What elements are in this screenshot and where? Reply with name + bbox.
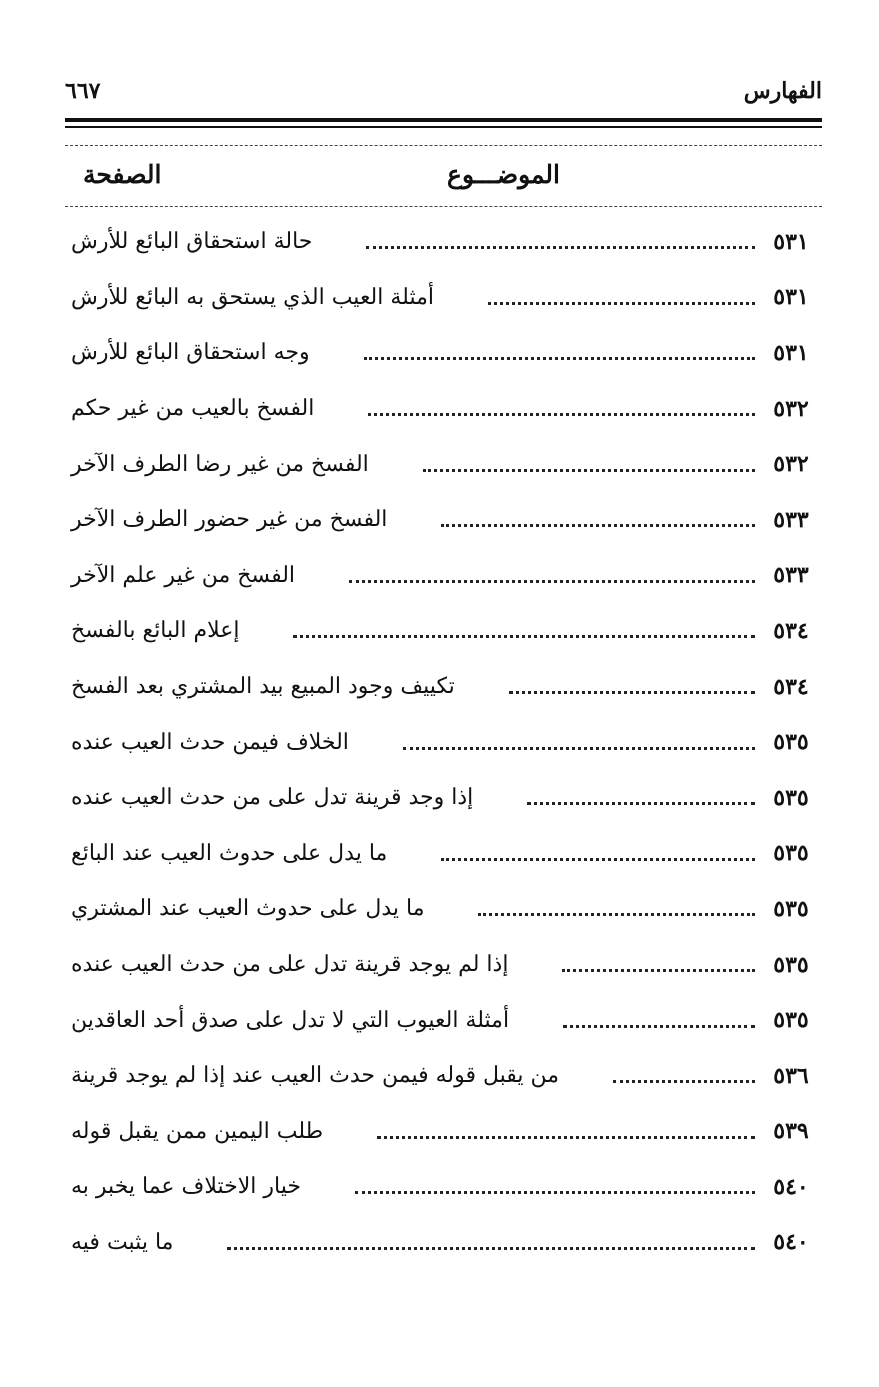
- column-headers: [65, 160, 822, 200]
- toc-entry-page: ٥٣٣: [773, 562, 809, 589]
- toc-entry-page: ٥٣١: [773, 339, 809, 366]
- toc-entry: [65, 770, 827, 826]
- toc-entry-topic: ما يدل على حدوث العيب عند البائع: [71, 840, 388, 866]
- toc-entry: [65, 214, 827, 270]
- dot-leader: [478, 913, 755, 916]
- toc-entry-topic: ما يثبت فيه: [71, 1229, 174, 1255]
- dot-leader: [441, 524, 755, 527]
- dot-leader: [423, 469, 755, 472]
- toc-entry-page: ٥٣٤: [773, 673, 809, 700]
- header-title: الفهارس: [743, 78, 822, 104]
- toc-entry-page: ٥٤٠: [773, 1173, 809, 1200]
- dot-leader: [562, 969, 755, 972]
- header-rule-thin: [65, 126, 822, 128]
- dot-leader: [355, 1191, 755, 1194]
- toc-entry-page: ٥٣٢: [773, 451, 809, 478]
- toc-entry-topic: من يقبل قوله فيمن حدث العيب عند إذا لم يوجد قرينة: [71, 1063, 560, 1089]
- column-header-topic: الموضـــوع: [447, 160, 560, 189]
- toc-entry-page: ٥٣٢: [773, 395, 809, 422]
- dot-leader: [349, 580, 755, 583]
- dot-leader: [403, 747, 755, 750]
- toc-entry-page: ٥٣٦: [773, 1062, 809, 1089]
- toc-list: [65, 214, 827, 1270]
- dot-leader: [613, 1080, 755, 1083]
- toc-entry-page: ٥٣١: [773, 284, 809, 311]
- toc-entry: [65, 937, 827, 993]
- toc-entry-topic: أمثلة العيب الذي يستحق به البائع للأرش: [71, 284, 434, 310]
- toc-entry-topic: طلب اليمين ممن يقبل قوله: [71, 1118, 324, 1144]
- toc-entry-topic: إذا وجد قرينة تدل على من حدث العيب عنده: [71, 785, 474, 811]
- toc-entry-page: ٥٣٥: [773, 784, 809, 811]
- column-header-page: الصفحة: [83, 160, 162, 189]
- dot-leader: [368, 413, 755, 416]
- toc-entry: [65, 826, 827, 882]
- toc-entry-page: ٥٣٩: [773, 1118, 809, 1145]
- toc-entry: [65, 436, 827, 492]
- toc-entry: [65, 1048, 827, 1104]
- toc-entry-page: ٥٣٥: [773, 951, 809, 978]
- toc-entry-topic: تكييف وجود المبيع بيد المشتري بعد الفسخ: [71, 674, 455, 700]
- toc-entry-topic: الخلاف فيمن حدث العيب عنده: [71, 729, 349, 755]
- toc-entry: [65, 325, 827, 381]
- toc-entry-topic: إعلام البائع بالفسخ: [71, 618, 240, 644]
- toc-entry: [65, 659, 827, 715]
- dot-leader: [563, 1025, 755, 1028]
- toc-entry-topic: أمثلة العيوب التي لا تدل على صدق أحد العاقدين: [71, 1007, 510, 1033]
- toc-entry-topic: الفسخ من غير حضور الطرف الآخر: [71, 507, 388, 533]
- toc-entry-topic: ما يدل على حدوث العيب عند المشتري: [71, 896, 425, 922]
- toc-entry: [65, 548, 827, 604]
- dot-leader: [364, 357, 755, 360]
- toc-entry-topic: الفسخ من غير رضا الطرف الآخر: [71, 451, 369, 477]
- toc-entry-page: ٥٣١: [773, 228, 809, 255]
- toc-entry-page: ٥٣٥: [773, 1007, 809, 1034]
- toc-entry-page: ٥٣٥: [773, 729, 809, 756]
- toc-entry-topic: الفسخ بالعيب من غير حكم: [71, 396, 315, 422]
- toc-entry-page: ٥٣٥: [773, 895, 809, 922]
- toc-entry: [65, 603, 827, 659]
- dot-leader: [366, 246, 755, 249]
- toc-entry-topic: حالة استحقاق البائع للأرش: [71, 229, 313, 255]
- toc-entry-topic: وجه استحقاق البائع للأرش: [71, 340, 310, 366]
- header-page-number: ٦٦٧: [65, 78, 101, 104]
- dot-leader: [509, 691, 755, 694]
- toc-entry: [65, 492, 827, 548]
- toc-entry: [65, 381, 827, 437]
- header-rule-thick: [65, 118, 822, 122]
- toc-entry: [65, 881, 827, 937]
- dashed-divider-bottom: [65, 206, 822, 207]
- toc-entry: [65, 714, 827, 770]
- dashed-divider-top: [65, 145, 822, 146]
- toc-entry: [65, 1215, 827, 1271]
- toc-entry-topic: الفسخ من غير علم الآخر: [71, 562, 296, 588]
- dot-leader: [441, 858, 755, 861]
- toc-entry-page: ٥٣٣: [773, 506, 809, 533]
- toc-entry: [65, 992, 827, 1048]
- toc-entry: [65, 1104, 827, 1160]
- dot-leader: [293, 635, 755, 638]
- toc-entry-page: ٥٤٠: [773, 1229, 809, 1256]
- dot-leader: [227, 1247, 755, 1250]
- toc-entry-page: ٥٣٥: [773, 840, 809, 867]
- toc-entry: [65, 1159, 827, 1215]
- dot-leader: [527, 802, 755, 805]
- dot-leader: [377, 1136, 755, 1139]
- toc-entry-page: ٥٣٤: [773, 617, 809, 644]
- toc-entry-topic: إذا لم يوجد قرينة تدل على من حدث العيب عنده: [71, 952, 509, 978]
- toc-entry-topic: خيار الاختلاف عما يخبر به: [71, 1174, 301, 1200]
- dot-leader: [488, 302, 755, 305]
- running-header: [65, 78, 822, 114]
- toc-entry: [65, 270, 827, 326]
